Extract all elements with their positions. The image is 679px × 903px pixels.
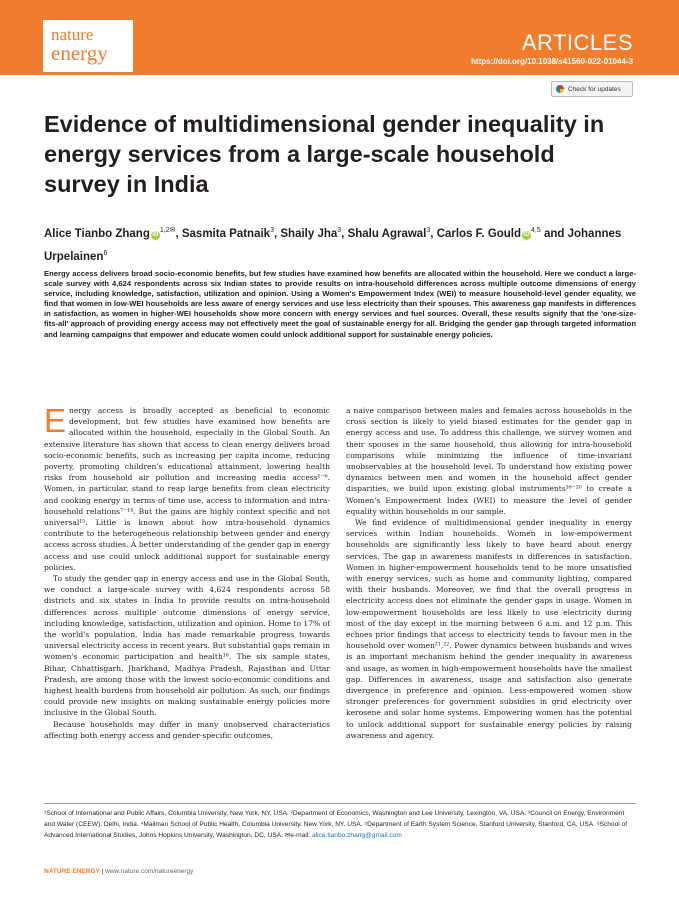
body-paragraph: Because households may differ in many unobserved characteristics affecting both energy access and gender-specific outcomes, (44, 719, 330, 740)
crossmark-icon (556, 85, 564, 93)
paragraph-text: nergy access is broadly accepted as beneficial to economic development, but few studies have examined how benefits are allocated within the household, especially in the Global South. An extensive literature has shown that access to clean energy delivers broad socio-economic benefits, such as increasing per capita income, reducing poverty, promoting children's educational attainment, lowering health risks from household air pollution and increasing media access¹⁻⁶. Women, in particular, stand to reap large benefits from clean electricity and cooking energy in terms of time use, access to information and intra-household relations⁷⁻¹⁴. But the gains are highly context specific and not universal¹⁵. Little is known about how intra-household dynamics contribute to the heterogeneous relationship between gender and energy access across studies. A better understanding of the gender gap in energy access and use could unlock additional support for sustainable energy policies. (44, 406, 330, 572)
author[interactable] (44, 228, 182, 240)
author-separator: , (175, 227, 182, 240)
author-affiliation: 6 (103, 249, 108, 257)
author[interactable] (348, 228, 437, 240)
author-name: Sasmita Patnaik (181, 227, 271, 240)
author[interactable] (437, 228, 568, 240)
author-name: Carlos F. Gould (436, 227, 522, 240)
check-for-updates-button[interactable] (551, 81, 633, 97)
author-separator: and (540, 227, 568, 240)
author-affiliation: 1,2 (159, 227, 170, 234)
author-list (44, 221, 644, 267)
journal-logo[interactable] (43, 20, 133, 72)
email-link[interactable]: alice.tianbo.zhang@gmail.com (311, 832, 402, 839)
footnote-divider (44, 803, 636, 804)
email-icon[interactable]: ✉ (169, 227, 176, 234)
author-affiliation: 3 (426, 227, 431, 234)
orcid-icon[interactable]: iD (523, 231, 530, 238)
author-name: Johannes Urpelainen (44, 227, 622, 263)
logo-line1: nature (51, 25, 94, 44)
footer-url[interactable]: www.nature.com/natureenergy (105, 868, 194, 875)
logo-line2: energy (51, 41, 108, 65)
page-footer (44, 868, 193, 875)
author-separator: , (341, 227, 348, 240)
footer-journal: NATURE ENERGY (44, 868, 100, 875)
body-paragraph: a naive comparison between males and females across households in the cross section is likely to yield biased estimates for the gender gap in energy access and use. To address this challenge, we survey women and their spouses in the same household, thus allowing for intra-household comparisons while minimizing the influence of time-invariant unobservables at the household level. To understand how existing power dynamics between men and women in the household affect gender disparities, we build upon existing global instruments¹⁶⁻²⁰ to create a Women's Empowerment Index (WEI) to measure the level of gender equality within households in our sample. (346, 406, 632, 516)
body-paragraph: We find evidence of multidimensional gender inequality in energy services within Indian households. Women in low-empowerment households are significantly less likely to have heard about energy services. The gap in awareness manifests in differences in satisfaction. Women in higher-empowerment households tend to be more unsatisfied with energy services, such as home and community lighting, compared with their husbands. Moreover, we find that the overall progress in electricity access does not eliminate the gender gaps in usage. Women in low-empowerment households are less likely to use electricity during most of the day except in the morning between 6 a.m. and 12 p.m. This echoes prior findings that access to electricity tends to favour men in the household over women²¹,²². Power dynamics between husbands and wives is an important mechanism behind the gender inequality in awareness and usage, as women in high-empowerment households have the smallest gap. Differences in awareness, usage and satisfaction also generate divergence in preference and opinion. Less-empowered women show stronger preferences for government subsidies in grid electricity over kerosene and solar home systems. Empowering women has the potential to unlock additional support for sustainable energy policies by raising awareness and agency. (346, 518, 632, 740)
orcid-icon[interactable]: iD (152, 231, 159, 238)
section-label: ARTICLES (521, 30, 633, 55)
author-affiliation: 3 (270, 227, 274, 234)
author-name: Shaily Jha (280, 227, 338, 240)
abstract: Energy access delivers broad socio-economic benefits, but few studies have examined how benefits are allocated within the household. Here we conduct a large-scale survey with 4,624 respondents across six Indian states to provide results on intra-household differences across multiple outcome dimensions of energy service, including knowledge, satisfaction, utilization and opinion. Using a Women's Empowerment Index (WEI) to measure household-level gender equality, we find that women in low-WEI households are less aware of energy services and use less electricity than their spouses. This awareness gap manifests in differences in satisfaction, as women in higher-WEI households show more concern with energy services and fuel sources. Overall, these results signify that the 'one-size-fits-all' approach of providing energy access may not effectively meet the goal of sustainable energy for all. Bridging the gender gap through targeted information and learning campaigns that empower and educate women could unlock additional support for sustainable energy policies. (44, 269, 636, 339)
doi-link[interactable]: https://doi.org/10.1038/s41560-022-01044-3 (471, 57, 633, 66)
author-separator: , (273, 227, 281, 240)
body-column-left (44, 402, 330, 741)
drop-cap: E (44, 402, 67, 439)
author-affiliation: 4,5 (531, 227, 541, 234)
author-separator: , (430, 227, 437, 240)
footer-separator: | (99, 868, 106, 875)
affiliations-footnote (44, 808, 636, 841)
author[interactable] (182, 228, 281, 240)
author[interactable] (280, 228, 347, 240)
affiliations-text: ¹School of International and Public Affairs, Columbia University, New York, NY, USA. ²Department of Economics, Washington and Lee University, Lexington, VA, USA. ³Council on Energy, Environment and Water (CEEW), Delhi, India. ⁴Mailman School of Public Health, Columbia University, New York, NY, USA. ⁵Department of Earth System Science, Stanford University, Stanford, CA, USA. ⁶School of Advanced International Studies, Johns Hopkins University, Washington, DC, USA. ✉e-mail: (44, 810, 628, 839)
author-affiliation: 3 (337, 227, 342, 234)
check-updates-label: Check for updates (568, 85, 621, 93)
author-name: Shalu Agrawal (347, 227, 427, 240)
journal-header-band (0, 0, 679, 75)
body-paragraph: To study the gender gap in energy access and use in the Global South, we conduct a large-scale survey with 4,624 respondents across 58 districts and six states in India to provide results on intra-household differences across multiple outcome dimensions of energy service, including knowledge, satisfaction, utilization and opinion. Home to 17% of the world's population, India has made remarkable progress towards universal electricity access in recent years. But substantial gaps remain in women's economic participation and health¹⁶. The six sample states, Bihar, Chhattisgarh, Jharkhand, Madhya Pradesh, Rajasthan and Uttar Pradesh, are among those with the lowest socio-economic conditions and highest health burdens from household air pollution. As such, our findings could provide new insights on making sustainable energy policies more inclusive in the Global South. (44, 574, 330, 718)
body-paragraph (44, 402, 330, 573)
body-column-right (346, 405, 632, 741)
author-name: Alice Tianbo Zhang (44, 227, 150, 240)
article-title: Evidence of multidimensional gender inequality in energy services from a large-scale household survey in India (44, 111, 605, 197)
